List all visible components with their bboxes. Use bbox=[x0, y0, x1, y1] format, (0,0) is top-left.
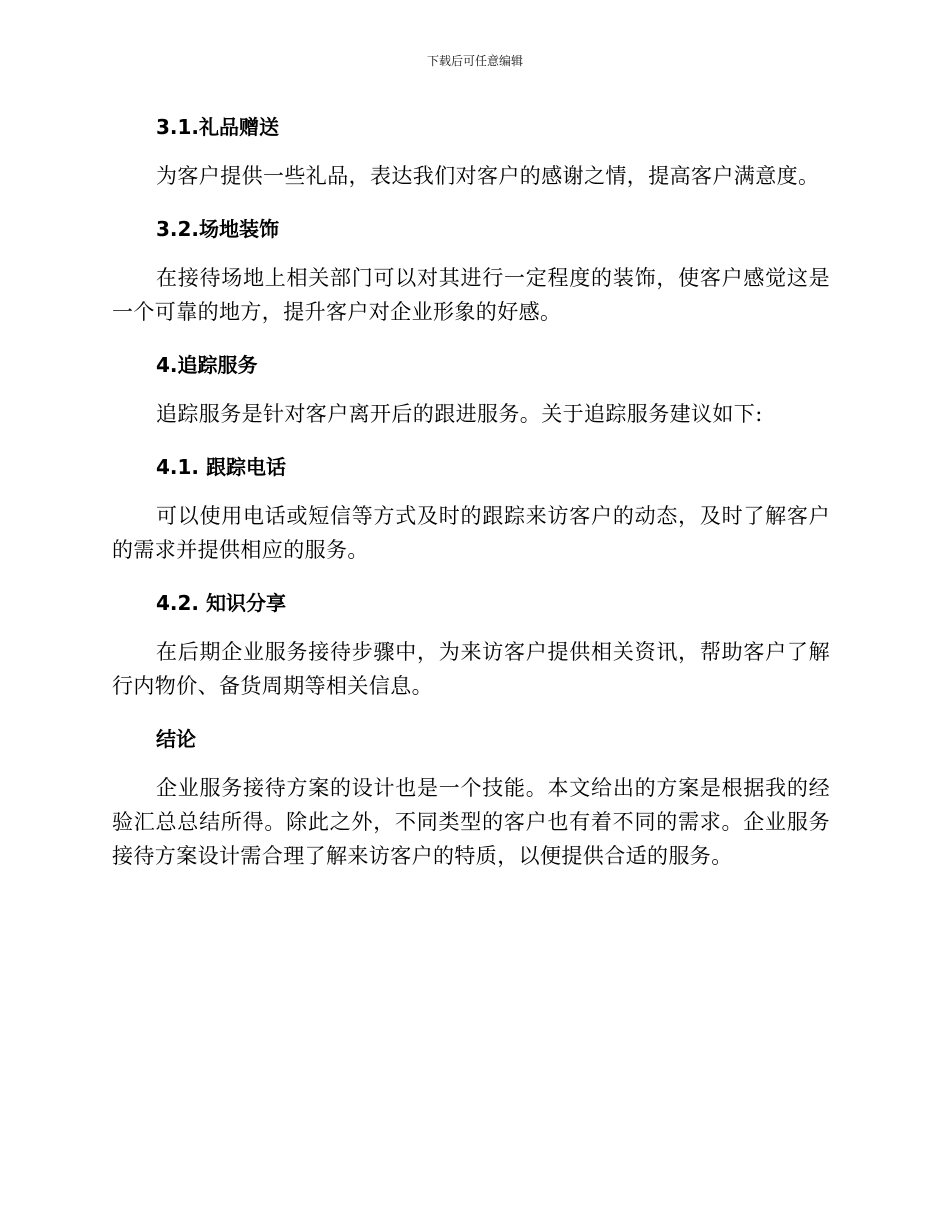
section-heading-venue-decoration: 3.2.场地装饰 bbox=[156, 217, 280, 241]
document-body bbox=[112, 111, 830, 893]
paragraph-knowledge-sharing: 在后期企业服务接待步骤中，为来访客户提供相关资讯，帮助客户了解行内物价、备货周期等相关信息。 bbox=[112, 640, 830, 698]
section-heading-knowledge-sharing: 4.2. 知识分享 bbox=[156, 591, 286, 615]
paragraph-follow-up-service: 追踪服务是针对客户离开后的跟进服务。关于追踪服务建议如下: bbox=[156, 402, 763, 426]
section-heading-follow-up-call: 4.1. 跟踪电话 bbox=[156, 455, 286, 479]
section-heading-gift: 3.1.礼品赠送 bbox=[156, 115, 280, 139]
paragraph-follow-up-call: 可以使用电话或短信等方式及时的跟踪来访客户的动态，及时了解客户的需求并提供相应的服务。 bbox=[112, 504, 830, 562]
section-heading-conclusion: 结论 bbox=[156, 727, 196, 751]
paragraph-gift: 为客户提供一些礼品，表达我们对客户的感谢之情，提高客户满意度。 bbox=[156, 164, 820, 188]
paragraph-venue-decoration: 在接待场地上相关部门可以对其进行一定程度的装饰，使客户感觉这是一个可靠的地方，提升客户对企业形象的好感。 bbox=[112, 266, 830, 324]
page-header: 下载后可任意编辑 bbox=[426, 54, 523, 68]
section-heading-follow-up-service: 4.追踪服务 bbox=[156, 353, 258, 377]
paragraph-conclusion: 企业服务接待方案的设计也是一个技能。本文给出的方案是根据我的经验汇总总结所得。除此之外，不同类型的客户也有着不同的需求。企业服务接待方案设计需合理了解来访客户的特质，以便提供合适的服务。 bbox=[112, 776, 830, 868]
